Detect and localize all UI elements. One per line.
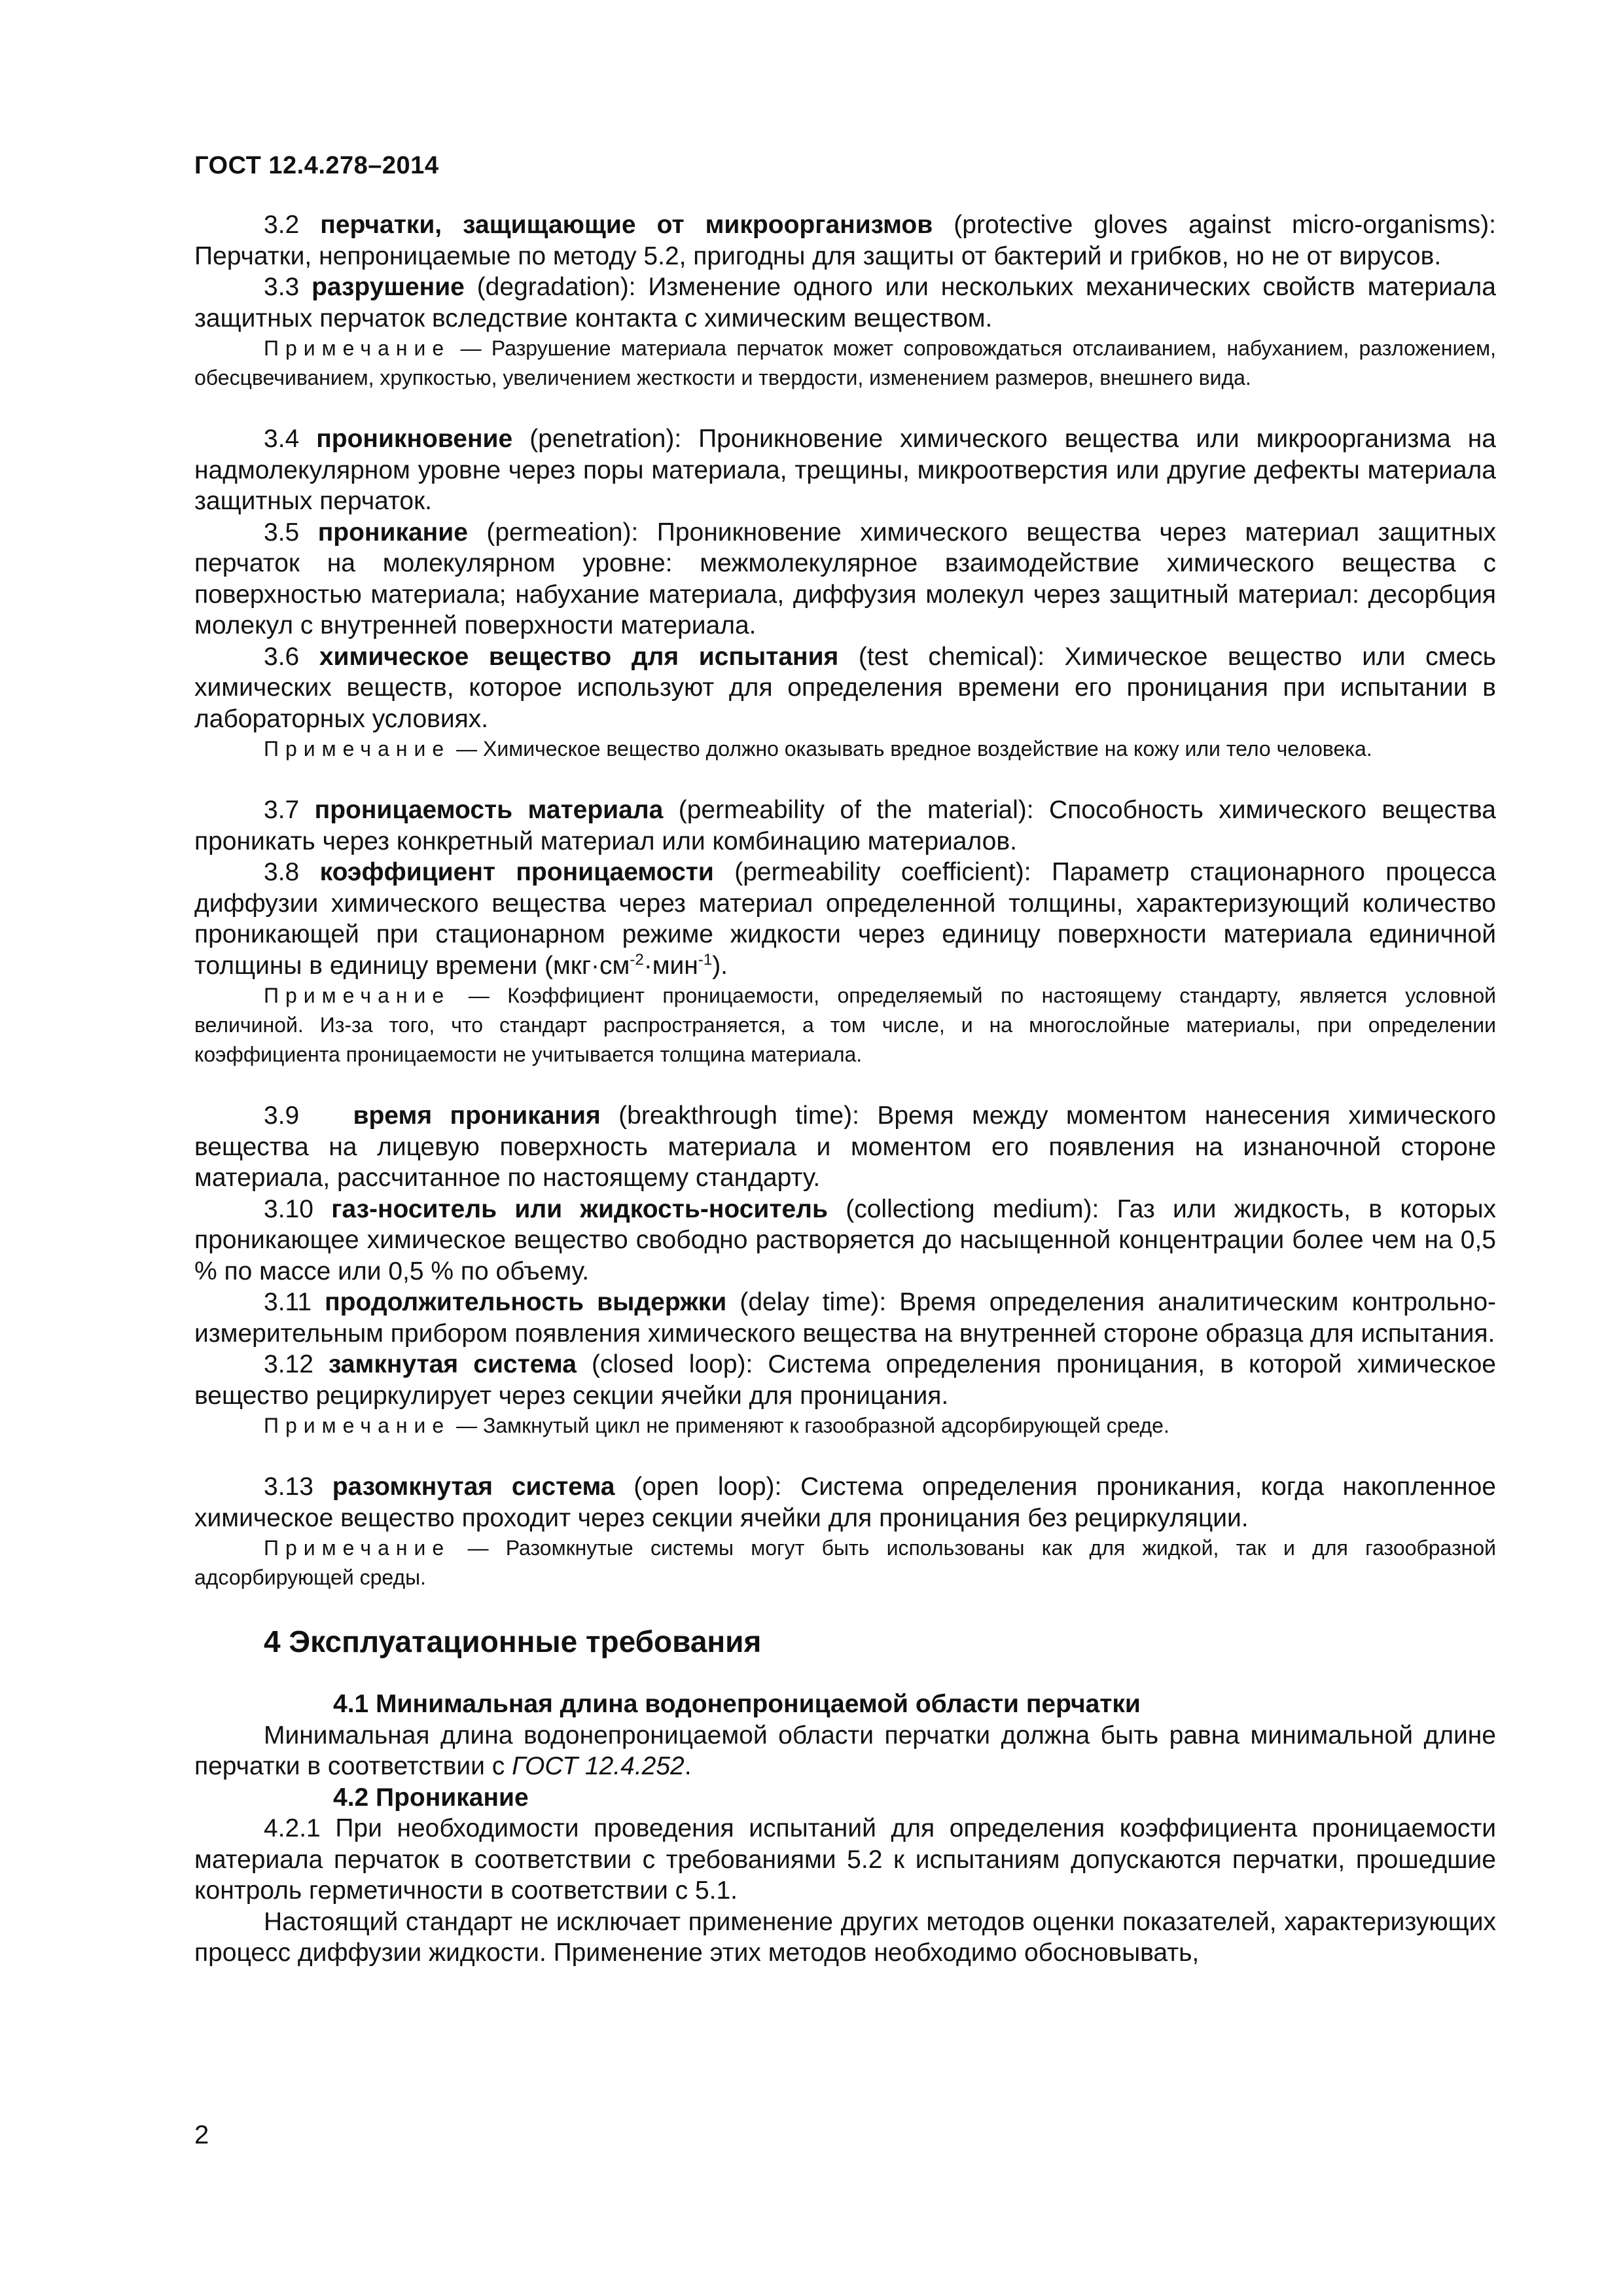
note-label: Примечание (264, 1536, 451, 1560)
term: проникание (317, 518, 468, 547)
term: проникновение (316, 425, 513, 453)
definition-3-9: 3.9 время проникания (breakthrough time): Время между моментом нанесения химического вещества на лицевую поверхность материала и моментом его появления на изнаночной стороне материала, рассчитанное по настоящему стандарту. (194, 1102, 1496, 1192)
term: химическое вещество для испытания (319, 642, 839, 671)
definition-3-5: 3.5 проникание (permeation): Проникновение химического вещества через материал защитных перчаток на молекулярном уровне: межмолекулярное взаимодействие химического вещества с поверхностью материала; набухание материала, диффузия молекул через защитный материал: десорбция молекул с внутренней поверхности материала. (194, 518, 1496, 639)
term: коэффициент проницаемости (319, 858, 714, 886)
term: продолжительность выдержки (325, 1288, 727, 1316)
note-label: Примечание (264, 737, 451, 761)
term: газ-носитель или жидкость-носитель (331, 1194, 828, 1223)
subsection-title-4-1: 4.1 Минимальная длина водонепроницаемой области перчатки (333, 1690, 1141, 1718)
term: разомкнутая система (332, 1473, 615, 1501)
definition-3-12: 3.12 замкнутая система (closed loop): Система определения проницания, в которой химическое вещество рециркулирует через секции ячейки для проницания. (194, 1350, 1496, 1410)
definition-3-13: 3.13 разомкнутая система (open loop): Система определения проникания, когда накопленное химическое вещество проходит через секции ячейки для проницания без рециркуляции. (194, 1473, 1496, 1532)
term: проницаемость материала (314, 796, 664, 824)
note: Примечание — Разомкнутые системы могут быть использованы как для жидкой, так и для газообразной адсорбирующей среды. (194, 1536, 1496, 1589)
definition-3-10: 3.10 газ-носитель или жидкость-носитель (collectiong medium): Газ или жидкость, в которых проникающее химическое вещество свободно растворяется до насыщенной концентрации более чем на 0,5 % по массе или 0,5 % по объему. (194, 1194, 1497, 1285)
subsection-title-4-2: 4.2 Проникание (333, 1783, 529, 1812)
note: Примечание — Разрушение материала перчаток может сопровождаться отслаиванием, набуханием, разложением, обесцвечиванием, хрупкостью, увеличением жесткости и твердости, изменением размеров, внешнего вида. (194, 336, 1496, 389)
page-number: 2 (194, 2121, 209, 2149)
standard-reference: ГОСТ 12.4.252 (512, 1752, 685, 1780)
paragraph-4-2-1: 4.2.1 При необходимости проведения испытаний для определения коэффициента проницаемости материала перчаток в соответствии с требованиями 5.2 к испытаниям допускаются перчатки, прошедшие контроль герметичности в соответствии с 5.1. (194, 1814, 1496, 1905)
section-title: 4 Эксплуатационные требования (264, 1624, 762, 1659)
term: замкнутая система (328, 1350, 577, 1378)
note: Примечание — Коэффициент проницаемости, определяемый по настоящему стандарту, является условной величиной. Из-за того, что стандарт распространяется, а том числе, и на многослойные материалы, при определении коэффициента проницаемости не учитывается толщина материала. (194, 984, 1496, 1066)
term: время проникания (353, 1102, 601, 1130)
note: Примечание — Замкнутый цикл не применяют к газообразной адсорбирующей среде. (264, 1414, 1169, 1437)
term: разрушение (312, 273, 465, 301)
definition-3-6: 3.6 химическое вещество для испытания (test chemical): Химическое вещество или смесь химических веществ, которое используют для определения времени его проницания при испытании в лабораторных условиях. (194, 642, 1496, 733)
note-label: Примечание (264, 1414, 451, 1437)
definition-3-2: 3.2 перчатки, защищающие от микроорганизмов (protective gloves against micro-organisms): Перчатки, непроницаемые по методу 5.2, пригодны для защиты от бактерий и грибков, но не от вирусов. (194, 211, 1496, 270)
definition-3-11: 3.11 продолжительность выдержки (delay time): Время определения аналитическим контрольно-измерительным прибором появления химического вещества на внутренней стороне образца для испытания. (194, 1288, 1496, 1348)
note-label: Примечание (264, 984, 451, 1007)
document-body (194, 209, 1496, 1969)
definition-3-8: 3.8 коэффициент проницаемости (permeability coefficient): Параметр стационарного процесса диффузии химического вещества через материал определенной толщины, характеризующий количество проникающей при стационарном режиме жидкости через единицу поверхности материала единичной толщины в единицу времени $(мкг\cdot см^{-2}\cdot мин^{-1})$. (194, 858, 1497, 980)
document-header: ГОСТ 12.4.278–2014 (194, 152, 439, 179)
note-label: Примечание (264, 336, 451, 360)
paragraph-4-1: Минимальная длина водонепроницаемой области перчатки должна быть равна минимальной длине перчатки в соответствии с ГОСТ 12.4.252. (194, 1721, 1496, 1780)
note: Примечание — Химическое вещество должно оказывать вредное воздействие на кожу или тело человека. (264, 737, 1372, 761)
paragraph-4-2-1-continued: Настоящий стандарт не исключает применение других методов оценки показателей, характеризующих процесс диффузии жидкости. Применение этих методов необходимо обосновывать, (194, 1907, 1496, 1967)
definition-3-4: 3.4 проникновение (penetration): Проникновение химического вещества или микроорганизма на надмолекулярном уровне через поры материала, трещины, микроотверстия или другие дефекты материала защитных перчаток. (194, 425, 1497, 515)
definition-3-3: 3.3 разрушение (degradation): Изменение одного или нескольких механических свойств материала защитных перчаток вследствие контакта с химическим веществом. (194, 273, 1496, 332)
definition-3-7: 3.7 проницаемость материала (permeability of the material): Способность химического вещества проникать через конкретный материал или комбинацию материалов. (194, 796, 1496, 855)
term: перчатки, защищающие от микроорганизмов (320, 211, 933, 239)
